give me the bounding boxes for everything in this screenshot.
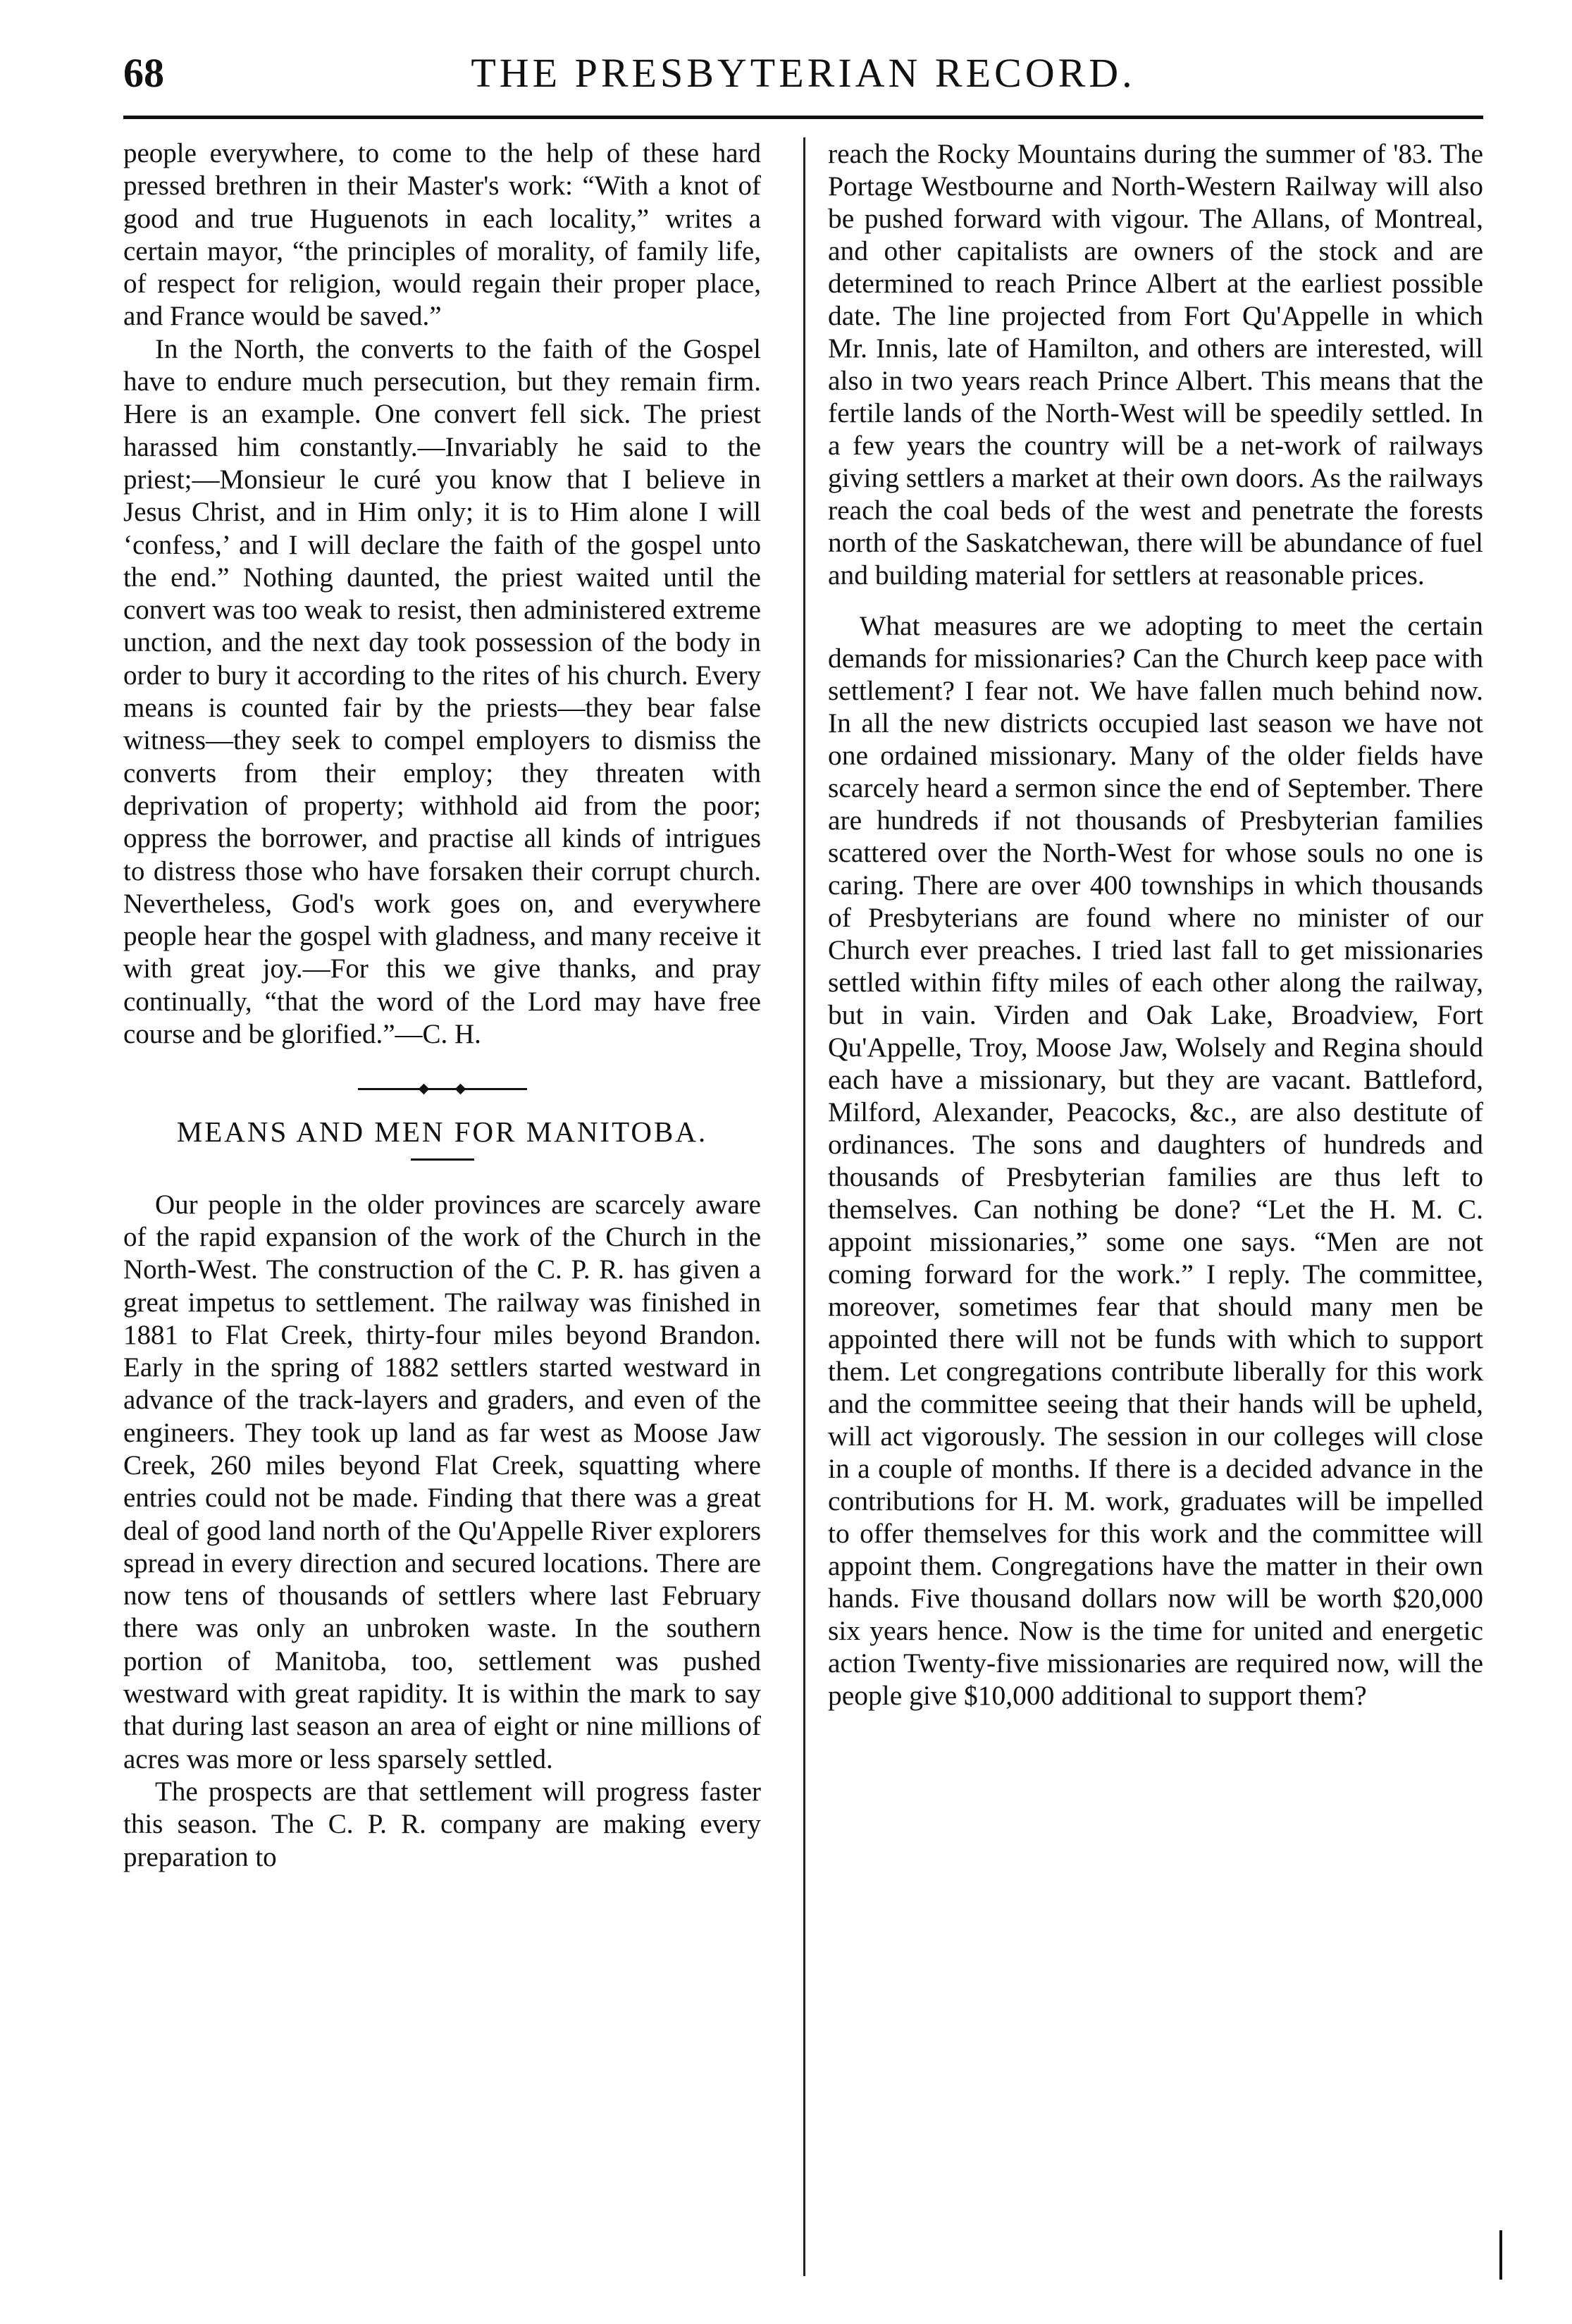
- page-header: [123, 42, 1483, 113]
- column-divider: [803, 137, 805, 2276]
- left-paragraph-1: people everywhere, to come to the help of these hard pressed brethren in their Master's work: “With a knot of good and true Huguenots in each locality,” writes a certain mayor, “the principles of morality, of family life, of respect for religion, would regain their proper place, and France would be saved.”: [123, 138, 761, 332]
- left-paragraph-2: In the North, the converts to the faith of the Gospel have to endure much persecution, but they remain firm. Here is an example. One convert fell sick. The priest harassed him constantly.—Invariably he said to the priest;—Monsieur le curé you know that I believe in Jesus Christ, and in Him only; it is to Him alone I will ‘confess,’ and I will declare the faith of the gospel unto the end.” Nothing daunted, the priest waited until the convert was too weak to resist, then administered extreme unction, and the next day took possession of the body in order to bury it according to the rites of his church. Every means is counted fair by the priests—they bear false witness—they seek to compel employers to dismiss the converts from their employ; they threaten with deprivation of property; withhold aid from the poor; oppress the borrower, and practise all kinds of intrigues to distress those who have forsaken their corrupt church. Nevertheless, God's work goes on, and everywhere people hear the gospel with gladness, and many receive it with great joy.—For this we give thanks, and pray continually, “that the word of the Lord may have free course and be glorified.”—C. H.: [123, 333, 761, 1050]
- left-paragraph-4: The prospects are that settlement will progress faster this season. The C. P. R. company are making every preparation to: [123, 1776, 761, 1872]
- heading-rule: [411, 1158, 474, 1161]
- section-heading: MEANS AND MEN FOR MANITOBA.: [176, 1115, 708, 1149]
- paragraph-gap: [828, 591, 1483, 610]
- page-number: 68: [123, 50, 164, 96]
- ornamental-divider: [123, 1075, 761, 1103]
- left-column: [123, 137, 761, 1874]
- running-title: THE PRESBYTERIAN RECORD.: [471, 50, 1136, 96]
- right-paragraph-2: What measures are we adopting to meet the certain demands for missionaries? Can the Church keep pace with settlement? I fear not. We have fallen much behind now. In all the new districts occupied last season we have not one ordained missionary. Many of the older fields have scarcely heard a sermon since the end of September. There are hundreds if not thousands of Presbyterian families scattered over the North-West for whose souls no one is caring. There are over 400 townships in which thousands of Presbyterians are found where no minister of our Church ever preaches. I tried last fall to get missionaries settled within fifty miles of each other along the railway, but in vain. Virden and Oak Lake, Broadview, Fort Qu'Appelle, Troy, Moose Jaw, Wolsely and Regina should each have a missionary, but they are vacant. Battleford, Milford, Alexander, Peacocks, &c., are also destitute of ordinances. The sons and daughters of hundreds and thousands of Presbyterian families are thus left to themselves. Can nothing be done? “Let the H. M. C. appoint missionaries,” some one says. “Men are not coming forward for the work.” I reply. The committee, moreover, sometimes fear that should many men be appointed there will not be funds with which to support them. Let congregations contribute liberally for this work and the committee seeing that their hands will be upheld, will act vigorously. The session in our colleges will close in a couple of months. If there is a decided advance in the contributions for H. M. work, graduates will be impelled to offer themselves for this work and the committee will appoint them. Congregations have the matter in their own hands. Five thousand dollars now will be worth $20,000 six years hence. Now is the time for united and energetic action Twenty-five missionaries are required now, will the people give $10,000 additional to support them?: [828, 610, 1483, 1711]
- right-paragraph-1: reach the Rocky Mountains during the summer of '83. The Portage Westbourne and North-Western Railway will also be pushed forward with vigour. The Allans, of Montreal, and other capitalists are owners of the stock and are determined to reach Prince Albert at the earliest possible date. The line projected from Fort Qu'Appelle in which Mr. Innis, late of Hamilton, and others are interested, will also in two years reach Prince Albert. This means that the fertile lands of the North-West will be speedily settled. In a few years the country will be a net-work of railways giving settlers a market at their own doors. As the railways reach the coal beds of the west and penetrate the forests north of the Saskatchewan, there will be abundance of fuel and building material for settlers at reasonable prices.: [828, 138, 1483, 591]
- left-paragraph-3: Our people in the older provinces are scarcely aware of the rapid expansion of the work of the Church in the North-West. The construction of the C. P. R. has given a great impetus to settlement. The railway was finished in 1881 to Flat Creek, thirty-four miles beyond Brandon. Early in the spring of 1882 settlers started westward in advance of the track-layers and graders, and even of the engineers. They took up land as far west as Moose Jaw Creek, 260 miles beyond Flat Creek, squatting where entries could not be made. Finding that there was a great deal of good land north of the Qu'Appelle River explorers spread in every direction and secured locations. There are now tens of thousands of settlers where last February there was only an unbroken waste. In the southern portion of Manitoba, too, settlement was pushed westward with great rapidity. It is within the mark to say that during last season an area of eight or nine millions of acres was more or less sparsely settled.: [123, 1189, 761, 1774]
- margin-mark: [1499, 2230, 1502, 2280]
- header-rule: [123, 116, 1483, 119]
- right-column: [828, 137, 1483, 1712]
